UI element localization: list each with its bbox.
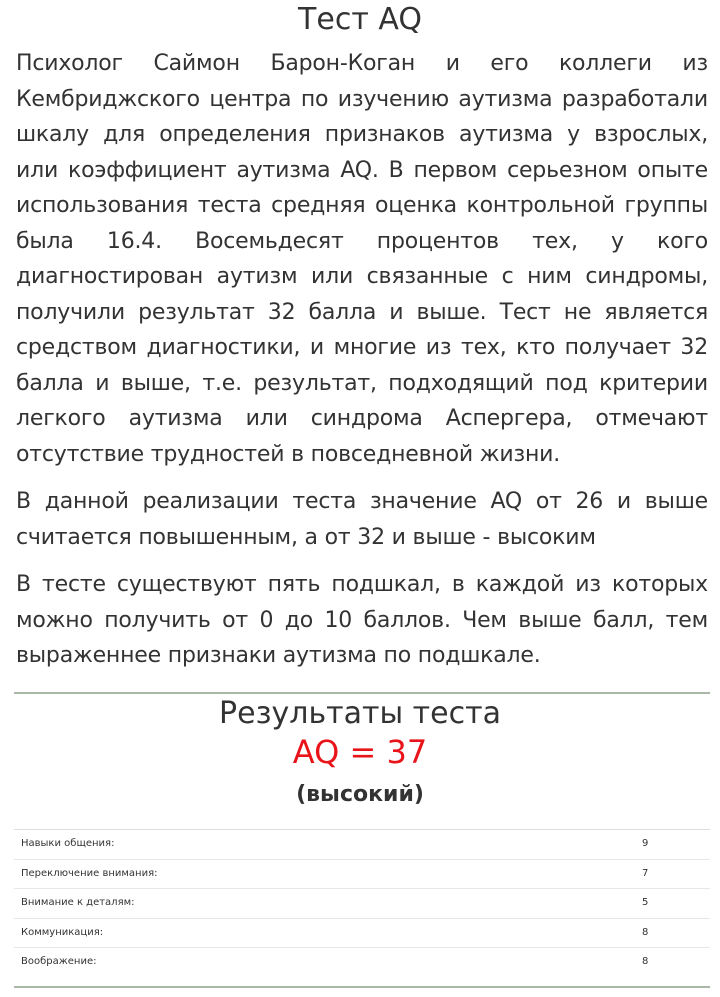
subscale-name: Переключение внимания: bbox=[21, 867, 158, 879]
intro-paragraph-subscales: В тесте существуют пять подшкал, в каждой из которых можно получить от 0 до 10 баллов. Чем выше балл, тем выраженнее признаки аутизма по подшкале. bbox=[16, 572, 708, 668]
subscale-name: Воображение: bbox=[21, 956, 97, 967]
aq-score: AQ = 37 bbox=[292, 733, 428, 771]
table-row bbox=[14, 889, 710, 919]
subscale-name: Коммуникация: bbox=[21, 926, 104, 938]
subscale-name: Навыки общения: bbox=[21, 838, 115, 849]
intro-paragraph-description: Психолог Саймон Барон-Коган и его коллеги из Кембриджского центра по изучению аутизма разработали шкалу для определения признаков аутизма у взрослых, или коэффициент аутизма AQ. В первом серьезном опыте использования теста средняя оценка контрольной группы была 16.4. Восемьдесят процентов тех, у кого диагностирован аутизм или связанные с ним синдромы, получили результат 32 балла и выше. Тест не является средством диагностики, и многие из тех, кто получает 32 балла и выше, т.е. результат, подходящий под критерии легкого аутизма или синдрома Аспергера, отмечают отсутствие трудностей в повседневной жизни. bbox=[16, 51, 708, 467]
table-row bbox=[14, 860, 710, 890]
table-row bbox=[14, 919, 710, 949]
subscale-table bbox=[14, 829, 710, 977]
subscale-value: 8 bbox=[642, 956, 649, 967]
subscale-value: 5 bbox=[642, 897, 649, 908]
intro-text bbox=[16, 46, 708, 686]
results-bottom-divider bbox=[14, 986, 710, 988]
results-title: Результаты теста bbox=[219, 696, 501, 731]
table-row bbox=[14, 948, 710, 977]
table-row bbox=[14, 830, 710, 860]
subscale-value: 9 bbox=[642, 838, 649, 849]
aq-level: (высокий) bbox=[296, 782, 424, 807]
subscale-value: 8 bbox=[642, 926, 649, 938]
intro-paragraph-thresholds: В данной реализации теста значение AQ от 26 и выше считается повышенным, а от 32 и выше - высоким bbox=[16, 489, 708, 550]
subscale-name: Внимание к деталям: bbox=[21, 897, 135, 908]
subscale-value: 7 bbox=[642, 867, 649, 879]
page-title: Тест AQ bbox=[298, 2, 422, 37]
